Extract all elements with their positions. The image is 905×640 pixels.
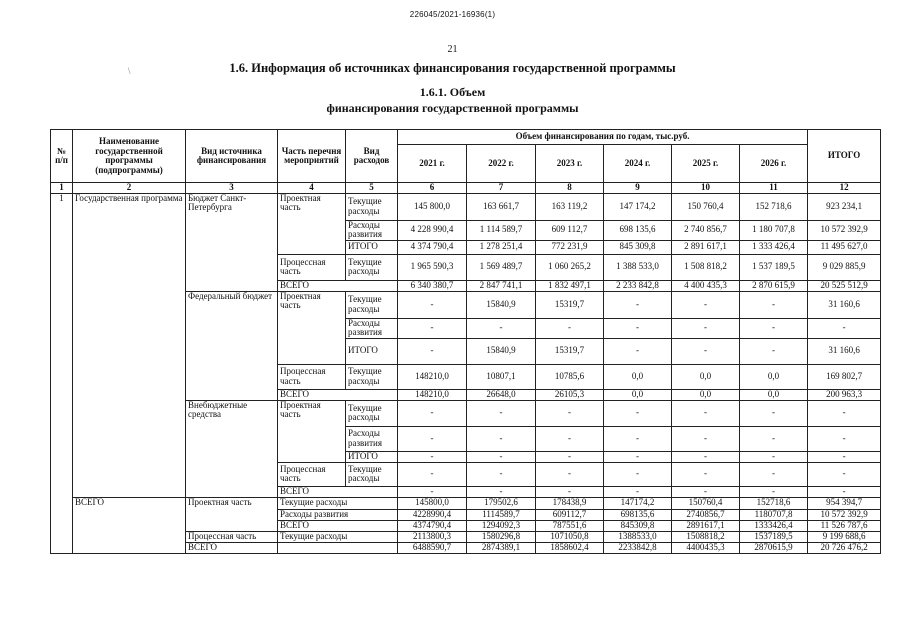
col-number: 10 bbox=[672, 183, 740, 194]
value-cell: 698135,6 bbox=[604, 509, 672, 520]
row-number: 1 bbox=[51, 193, 73, 497]
head-num: № п/п bbox=[51, 130, 73, 183]
value-cell: - bbox=[672, 338, 740, 364]
value-total-cell: 11 495 627,0 bbox=[808, 240, 881, 254]
value-cell: 178438,9 bbox=[536, 497, 604, 509]
value-total-cell: - bbox=[808, 318, 881, 338]
value-cell: 2113800,3 bbox=[398, 531, 467, 542]
value-cell: 2870615,9 bbox=[740, 542, 808, 553]
value-cell: 1 569 489,7 bbox=[467, 254, 536, 280]
value-cell: 2 740 856,7 bbox=[672, 220, 740, 240]
value-cell: - bbox=[672, 462, 740, 486]
value-cell: 26648,0 bbox=[467, 389, 536, 400]
value-total-cell: 923 234,1 bbox=[808, 193, 881, 220]
subtotal-vsego: ВСЕГО bbox=[278, 486, 398, 497]
subsection-title-line2: финансирования государственной программы bbox=[326, 101, 579, 115]
value-cell: - bbox=[398, 426, 467, 451]
total-process-current: Текущие расходы bbox=[278, 531, 398, 542]
value-cell: 15840,9 bbox=[467, 291, 536, 318]
part-project: Проектная часть bbox=[278, 193, 346, 254]
value-cell: 4 228 990,4 bbox=[398, 220, 467, 240]
value-cell: - bbox=[604, 291, 672, 318]
value-cell: 10807,1 bbox=[467, 364, 536, 389]
total-project-vsego: ВСЕГО bbox=[278, 520, 398, 531]
value-total-cell: 31 160,6 bbox=[808, 338, 881, 364]
subsection-title-line1: 1.6.1. Объем bbox=[419, 85, 486, 99]
financing-table bbox=[50, 129, 881, 554]
value-cell: 15319,7 bbox=[536, 338, 604, 364]
value-cell: 2 233 842,8 bbox=[604, 280, 672, 291]
source-budget-spb: Бюджет Санкт-Петербурга bbox=[186, 193, 278, 291]
value-cell: 0,0 bbox=[604, 364, 672, 389]
col-number: 11 bbox=[740, 183, 808, 194]
expense-development: Расходы развития bbox=[346, 220, 398, 240]
total-development-expense: Расходы развития bbox=[278, 509, 398, 520]
value-cell: - bbox=[467, 400, 536, 426]
value-cell: - bbox=[672, 291, 740, 318]
column-number-row bbox=[51, 183, 881, 194]
value-cell: - bbox=[467, 462, 536, 486]
value-cell: 2 891 617,1 bbox=[672, 240, 740, 254]
value-cell: - bbox=[672, 400, 740, 426]
value-cell: - bbox=[672, 451, 740, 462]
value-total-cell: 11 526 787,6 bbox=[808, 520, 881, 531]
value-cell: - bbox=[740, 462, 808, 486]
value-cell: 0,0 bbox=[740, 364, 808, 389]
value-cell: - bbox=[467, 318, 536, 338]
scan-speck: \ bbox=[128, 66, 131, 76]
value-total-cell: 10 572 392,9 bbox=[808, 220, 881, 240]
value-cell: - bbox=[398, 318, 467, 338]
value-cell: 1114589,7 bbox=[467, 509, 536, 520]
value-total-cell: 9 029 885,9 bbox=[808, 254, 881, 280]
head-year-2023: 2023 г. bbox=[536, 145, 604, 183]
head-year-2026: 2026 г. bbox=[740, 145, 808, 183]
value-cell: 6488590,7 bbox=[398, 542, 467, 553]
head-part: Часть перечня мероприятий bbox=[278, 130, 346, 183]
value-cell: 787551,6 bbox=[536, 520, 604, 531]
grand-total-vsego: ВСЕГО bbox=[186, 542, 278, 553]
value-cell: 1 180 707,8 bbox=[740, 220, 808, 240]
value-cell: 1333426,4 bbox=[740, 520, 808, 531]
value-cell: 1 388 533,0 bbox=[604, 254, 672, 280]
source-extrabudgetary: Внебюджетные средства bbox=[186, 400, 278, 497]
value-cell: - bbox=[398, 338, 467, 364]
value-cell: 0,0 bbox=[672, 364, 740, 389]
expense-current: Текущие расходы bbox=[346, 364, 398, 389]
value-cell: 6 340 380,7 bbox=[398, 280, 467, 291]
value-cell: - bbox=[740, 318, 808, 338]
value-cell: 1508818,2 bbox=[672, 531, 740, 542]
value-cell: - bbox=[672, 426, 740, 451]
col-number: 1 bbox=[51, 183, 73, 194]
expense-itogo: ИТОГО bbox=[346, 240, 398, 254]
value-cell: 163 661,7 bbox=[467, 193, 536, 220]
value-cell: 2740856,7 bbox=[672, 509, 740, 520]
value-total-cell: 10 572 392,9 bbox=[808, 509, 881, 520]
value-cell: 1537189,5 bbox=[740, 531, 808, 542]
value-cell: - bbox=[740, 451, 808, 462]
value-total-cell: - bbox=[808, 426, 881, 451]
value-cell: 152718,6 bbox=[740, 497, 808, 509]
value-cell: - bbox=[536, 318, 604, 338]
value-cell: - bbox=[672, 486, 740, 497]
value-cell: 179502,6 bbox=[467, 497, 536, 509]
value-cell: 1858602,4 bbox=[536, 542, 604, 553]
col-number: 6 bbox=[398, 183, 467, 194]
value-total-cell: 9 199 688,6 bbox=[808, 531, 881, 542]
value-cell: 152 718,6 bbox=[740, 193, 808, 220]
value-cell: 147174,2 bbox=[604, 497, 672, 509]
document-id: 226045/2021-16936(1) bbox=[409, 10, 496, 19]
value-cell: - bbox=[467, 451, 536, 462]
value-cell: 163 119,2 bbox=[536, 193, 604, 220]
value-cell: - bbox=[604, 462, 672, 486]
value-cell: - bbox=[536, 451, 604, 462]
value-cell: - bbox=[398, 400, 467, 426]
col-number: 9 bbox=[604, 183, 672, 194]
value-cell: 1 333 426,4 bbox=[740, 240, 808, 254]
value-cell: 1 060 265,2 bbox=[536, 254, 604, 280]
value-cell: - bbox=[536, 462, 604, 486]
value-cell: - bbox=[740, 291, 808, 318]
value-cell: - bbox=[398, 451, 467, 462]
value-cell: 150760,4 bbox=[672, 497, 740, 509]
expense-development: Расходы развития bbox=[346, 318, 398, 338]
expense-itogo: ИТОГО bbox=[346, 451, 398, 462]
value-cell: 4374790,4 bbox=[398, 520, 467, 531]
head-source: Вид источника финансирования bbox=[186, 130, 278, 183]
section-title: 1.6. Информация об источниках финансирования государственной программы bbox=[229, 61, 676, 75]
value-cell: 4228990,4 bbox=[398, 509, 467, 520]
expense-current: Текущие расходы bbox=[346, 254, 398, 280]
value-total-cell: 31 160,6 bbox=[808, 291, 881, 318]
value-cell: 2874389,1 bbox=[467, 542, 536, 553]
value-cell: - bbox=[398, 486, 467, 497]
value-cell: 1 832 497,1 bbox=[536, 280, 604, 291]
source-federal: Федеральный бюджет bbox=[186, 291, 278, 400]
value-cell: 15319,7 bbox=[536, 291, 604, 318]
value-total-cell: - bbox=[808, 400, 881, 426]
value-cell: 10785,6 bbox=[536, 364, 604, 389]
col-number: 8 bbox=[536, 183, 604, 194]
expense-itogo: ИТОГО bbox=[346, 338, 398, 364]
value-cell: - bbox=[604, 486, 672, 497]
value-cell: - bbox=[740, 400, 808, 426]
value-cell: 148210,0 bbox=[398, 389, 467, 400]
head-volume: Объем финансирования по годам, тыс.руб. bbox=[398, 130, 808, 145]
col-number: 4 bbox=[278, 183, 346, 194]
value-cell: - bbox=[672, 318, 740, 338]
value-cell: 845309,8 bbox=[604, 520, 672, 531]
value-cell: - bbox=[604, 400, 672, 426]
value-cell: - bbox=[604, 338, 672, 364]
total-project-part: Проектная часть bbox=[186, 497, 278, 531]
subtotal-vsego: ВСЕГО bbox=[278, 389, 398, 400]
program-name: Государственная программа bbox=[73, 193, 186, 497]
value-cell: 4 400 435,3 bbox=[672, 280, 740, 291]
value-cell: 2891617,1 bbox=[672, 520, 740, 531]
value-cell: 698 135,6 bbox=[604, 220, 672, 240]
value-total-cell: 20 726 476,2 bbox=[808, 542, 881, 553]
head-year-2024: 2024 г. bbox=[604, 145, 672, 183]
value-cell: 0,0 bbox=[740, 389, 808, 400]
value-cell: 1580296,8 bbox=[467, 531, 536, 542]
value-cell: 2 847 741,1 bbox=[467, 280, 536, 291]
head-year-2022: 2022 г. bbox=[467, 145, 536, 183]
value-cell: - bbox=[467, 426, 536, 451]
expense-development: Расходы развития bbox=[346, 426, 398, 451]
value-cell: 148210,0 bbox=[398, 364, 467, 389]
value-cell: - bbox=[604, 426, 672, 451]
col-number: 3 bbox=[186, 183, 278, 194]
value-cell: - bbox=[398, 291, 467, 318]
value-cell: 1 965 590,3 bbox=[398, 254, 467, 280]
part-process: Процессная часть bbox=[278, 254, 346, 280]
value-cell: - bbox=[604, 451, 672, 462]
value-cell: - bbox=[740, 426, 808, 451]
value-total-cell: 200 963,3 bbox=[808, 389, 881, 400]
value-cell: 2233842,8 bbox=[604, 542, 672, 553]
value-total-cell: 169 802,7 bbox=[808, 364, 881, 389]
value-cell: 15840,9 bbox=[467, 338, 536, 364]
head-year-2021: 2021 г. bbox=[398, 145, 467, 183]
expense-current: Текущие расходы bbox=[346, 462, 398, 486]
expense-current: Текущие расходы bbox=[346, 400, 398, 426]
col-number: 7 bbox=[467, 183, 536, 194]
head-total: ИТОГО bbox=[808, 130, 881, 183]
page-number: 21 bbox=[447, 44, 458, 55]
expense-current: Текущие расходы bbox=[346, 193, 398, 220]
expense-current: Текущие расходы bbox=[346, 291, 398, 318]
value-cell: - bbox=[398, 462, 467, 486]
value-cell: - bbox=[536, 400, 604, 426]
value-cell: - bbox=[536, 486, 604, 497]
value-cell: 145 800,0 bbox=[398, 193, 467, 220]
head-year-2025: 2025 г. bbox=[672, 145, 740, 183]
subtotal-vsego: ВСЕГО bbox=[278, 280, 398, 291]
head-program-name: Наименование государственной программы (подпрограммы) bbox=[73, 130, 186, 183]
col-number: 2 bbox=[73, 183, 186, 194]
total-current-expense: Текущие расходы bbox=[278, 497, 398, 509]
value-cell: 845 309,8 bbox=[604, 240, 672, 254]
value-total-cell: - bbox=[808, 462, 881, 486]
value-cell: 4 374 790,4 bbox=[398, 240, 467, 254]
col-number: 5 bbox=[346, 183, 398, 194]
value-cell: 1 278 251,4 bbox=[467, 240, 536, 254]
value-cell: 772 231,9 bbox=[536, 240, 604, 254]
value-cell: 1388533,0 bbox=[604, 531, 672, 542]
part-project: Проектная часть bbox=[278, 400, 346, 462]
value-cell: 609 112,7 bbox=[536, 220, 604, 240]
value-cell: 1071050,8 bbox=[536, 531, 604, 542]
value-cell: 150 760,4 bbox=[672, 193, 740, 220]
part-process: Процессная часть bbox=[278, 462, 346, 486]
total-process-part: Процессная часть bbox=[186, 531, 278, 542]
value-cell: - bbox=[740, 338, 808, 364]
value-total-cell: - bbox=[808, 486, 881, 497]
value-cell: 1 508 818,2 bbox=[672, 254, 740, 280]
value-cell: - bbox=[467, 486, 536, 497]
value-cell: 1 114 589,7 bbox=[467, 220, 536, 240]
part-project: Проектная часть bbox=[278, 291, 346, 364]
value-cell: 147 174,2 bbox=[604, 193, 672, 220]
value-cell: 26105,3 bbox=[536, 389, 604, 400]
value-total-cell: - bbox=[808, 451, 881, 462]
value-cell: 609112,7 bbox=[536, 509, 604, 520]
value-cell: 2 870 615,9 bbox=[740, 280, 808, 291]
value-cell: - bbox=[740, 486, 808, 497]
value-cell: - bbox=[536, 426, 604, 451]
value-cell: 4400435,3 bbox=[672, 542, 740, 553]
col-number: 12 bbox=[808, 183, 881, 194]
value-cell: 1180707,8 bbox=[740, 509, 808, 520]
value-total-cell: 954 394,7 bbox=[808, 497, 881, 509]
value-cell: 145800,0 bbox=[398, 497, 467, 509]
value-cell: 0,0 bbox=[672, 389, 740, 400]
total-label: ВСЕГО bbox=[73, 497, 186, 553]
value-cell: - bbox=[604, 318, 672, 338]
value-cell: 1 537 189,5 bbox=[740, 254, 808, 280]
value-cell: 0,0 bbox=[604, 389, 672, 400]
head-expense-type: Вид расходов bbox=[346, 130, 398, 183]
value-total-cell: 20 525 512,9 bbox=[808, 280, 881, 291]
value-cell: 1294092,3 bbox=[467, 520, 536, 531]
part-process: Процессная часть bbox=[278, 364, 346, 389]
